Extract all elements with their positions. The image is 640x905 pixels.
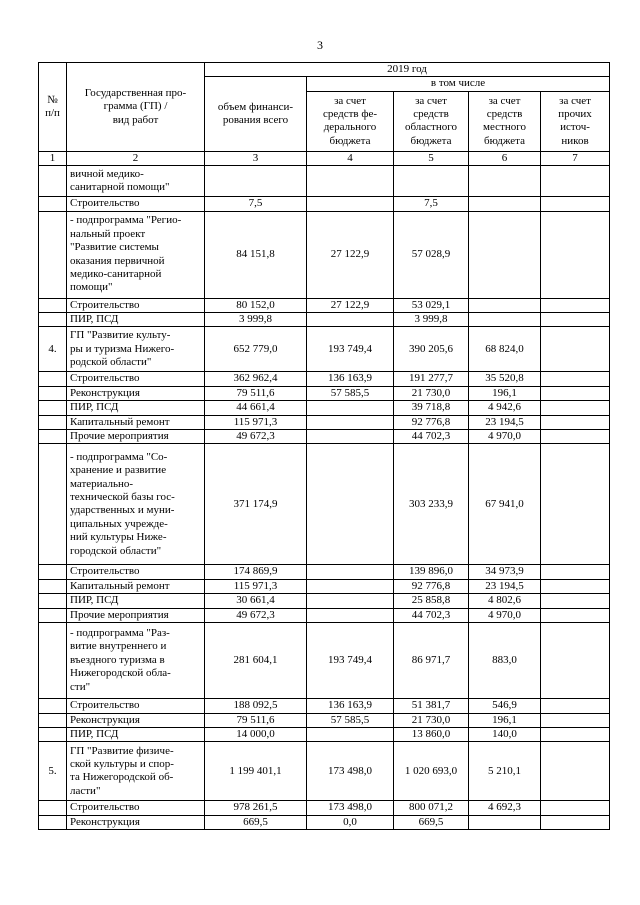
table-row <box>39 372 610 386</box>
header-local: за счет средств местного бюджета <box>469 91 541 151</box>
row-other <box>541 815 610 829</box>
row-total: 669,5 <box>205 815 307 829</box>
row-total: 978 261,5 <box>205 801 307 815</box>
row-name: Прочие мероприятия <box>67 608 205 622</box>
row-other <box>541 197 610 211</box>
row-name: вичной медико- санитарной помощи" <box>67 166 205 197</box>
header-index: 4 <box>307 151 394 165</box>
row-other <box>541 608 610 622</box>
row-regional: 13 860,0 <box>394 727 469 741</box>
row-total: 281 604,1 <box>205 623 307 699</box>
header-index: 3 <box>205 151 307 165</box>
row-local <box>469 211 541 298</box>
row-other <box>541 623 610 699</box>
row-total <box>205 166 307 197</box>
header-num: № п/п <box>39 63 67 152</box>
row-name: Строительство <box>67 801 205 815</box>
row-regional: 86 971,7 <box>394 623 469 699</box>
header-index: 2 <box>67 151 205 165</box>
row-other <box>541 166 610 197</box>
row-local: 4 970,0 <box>469 608 541 622</box>
row-other <box>541 699 610 713</box>
row-number <box>39 623 67 699</box>
header-index: 5 <box>394 151 469 165</box>
row-number <box>39 386 67 400</box>
header-total: объем финанси- рования всего <box>205 77 307 151</box>
row-local: 4 942,6 <box>469 401 541 415</box>
header-index: 1 <box>39 151 67 165</box>
row-name: Строительство <box>67 565 205 579</box>
row-name: ГП "Развитие культу- ры и туризма Нижего- родской области" <box>67 327 205 372</box>
row-name: Строительство <box>67 699 205 713</box>
row-local: 4 802,6 <box>469 594 541 608</box>
row-federal <box>307 415 394 429</box>
row-total: 79 511,6 <box>205 386 307 400</box>
row-name: Прочие мероприятия <box>67 430 205 444</box>
row-federal: 173 498,0 <box>307 742 394 801</box>
header-program: Государственная про- грамма (ГП) / вид работ <box>67 63 205 152</box>
row-name: ПИР, ПСД <box>67 313 205 327</box>
table-row <box>39 699 610 713</box>
row-regional: 44 702,3 <box>394 608 469 622</box>
row-regional: 1 020 693,0 <box>394 742 469 801</box>
row-local: 5 210,1 <box>469 742 541 801</box>
header-other: за счет прочих источ- ников <box>541 91 610 151</box>
row-name: Реконструкция <box>67 815 205 829</box>
table-row <box>39 444 610 565</box>
row-name: ПИР, ПСД <box>67 727 205 741</box>
row-name: ПИР, ПСД <box>67 594 205 608</box>
row-federal: 136 163,9 <box>307 699 394 713</box>
table-row <box>39 327 610 372</box>
row-local: 4 692,3 <box>469 801 541 815</box>
table-row <box>39 401 610 415</box>
row-number <box>39 801 67 815</box>
row-name: - подпрограмма "Регио- нальный проект "Развитие системы оказания первичной медико-санитарной помощи" <box>67 211 205 298</box>
row-regional: 53 029,1 <box>394 298 469 312</box>
row-local: 546,9 <box>469 699 541 713</box>
row-number <box>39 444 67 565</box>
row-federal: 27 122,9 <box>307 211 394 298</box>
header-federal: за счет средств фе- дерального бюджета <box>307 91 394 151</box>
row-federal <box>307 444 394 565</box>
row-total: 362 962,4 <box>205 372 307 386</box>
row-number <box>39 166 67 197</box>
table-row <box>39 313 610 327</box>
row-other <box>541 327 610 372</box>
row-number <box>39 608 67 622</box>
row-regional: 7,5 <box>394 197 469 211</box>
row-total: 1 199 401,1 <box>205 742 307 801</box>
row-number: 5. <box>39 742 67 801</box>
table-row <box>39 415 610 429</box>
row-other <box>541 430 610 444</box>
row-name: Строительство <box>67 197 205 211</box>
header-year: 2019 год <box>205 63 610 77</box>
row-local <box>469 313 541 327</box>
row-number <box>39 565 67 579</box>
row-local: 140,0 <box>469 727 541 741</box>
row-regional: 25 858,8 <box>394 594 469 608</box>
row-local <box>469 166 541 197</box>
row-federal <box>307 197 394 211</box>
row-total: 652 779,0 <box>205 327 307 372</box>
row-regional: 21 730,0 <box>394 713 469 727</box>
row-federal <box>307 313 394 327</box>
row-local: 23 194,5 <box>469 415 541 429</box>
row-regional: 21 730,0 <box>394 386 469 400</box>
row-name: Строительство <box>67 298 205 312</box>
row-name: Реконструкция <box>67 713 205 727</box>
table-row <box>39 608 610 622</box>
row-other <box>541 444 610 565</box>
row-local: 883,0 <box>469 623 541 699</box>
row-name: Строительство <box>67 372 205 386</box>
row-total: 371 174,9 <box>205 444 307 565</box>
row-name: ПИР, ПСД <box>67 401 205 415</box>
page-number: 3 <box>317 38 323 52</box>
table-row <box>39 594 610 608</box>
table-row <box>39 742 610 801</box>
row-federal <box>307 594 394 608</box>
row-local: 196,1 <box>469 713 541 727</box>
row-regional: 191 277,7 <box>394 372 469 386</box>
row-other <box>541 401 610 415</box>
row-other <box>541 211 610 298</box>
row-regional: 800 071,2 <box>394 801 469 815</box>
row-other <box>541 801 610 815</box>
row-other <box>541 313 610 327</box>
row-local <box>469 298 541 312</box>
row-total: 3 999,8 <box>205 313 307 327</box>
row-total: 49 672,3 <box>205 608 307 622</box>
row-number <box>39 727 67 741</box>
row-regional: 92 776,8 <box>394 415 469 429</box>
row-local: 68 824,0 <box>469 327 541 372</box>
table-row <box>39 166 610 197</box>
row-other <box>541 742 610 801</box>
table-row <box>39 623 610 699</box>
header-regional: за счет средств областного бюджета <box>394 91 469 151</box>
row-number <box>39 815 67 829</box>
row-total: 14 000,0 <box>205 727 307 741</box>
row-name: - подпрограмма "Раз- витие внутреннего и въездного туризма в Нижегородской обла- сти" <box>67 623 205 699</box>
header-incl: в том числе <box>307 77 610 91</box>
table-row <box>39 211 610 298</box>
row-number <box>39 197 67 211</box>
table-row <box>39 386 610 400</box>
row-total: 44 661,4 <box>205 401 307 415</box>
table-row <box>39 197 610 211</box>
row-number <box>39 313 67 327</box>
row-federal: 193 749,4 <box>307 623 394 699</box>
row-total: 79 511,6 <box>205 713 307 727</box>
table-row <box>39 727 610 741</box>
row-number <box>39 372 67 386</box>
row-local: 34 973,9 <box>469 565 541 579</box>
row-federal <box>307 401 394 415</box>
row-number <box>39 401 67 415</box>
row-local: 67 941,0 <box>469 444 541 565</box>
row-total: 30 661,4 <box>205 594 307 608</box>
row-federal <box>307 608 394 622</box>
table-row <box>39 430 610 444</box>
row-federal <box>307 430 394 444</box>
row-federal: 136 163,9 <box>307 372 394 386</box>
row-number <box>39 594 67 608</box>
header-index: 7 <box>541 151 610 165</box>
row-number <box>39 415 67 429</box>
row-federal <box>307 727 394 741</box>
row-federal: 0,0 <box>307 815 394 829</box>
financing-table <box>38 62 610 830</box>
row-local: 4 970,0 <box>469 430 541 444</box>
row-regional: 3 999,8 <box>394 313 469 327</box>
row-federal: 193 749,4 <box>307 327 394 372</box>
row-regional: 139 896,0 <box>394 565 469 579</box>
row-total: 49 672,3 <box>205 430 307 444</box>
row-other <box>541 594 610 608</box>
row-name: ГП "Развитие физиче- ской культуры и спор- та Нижегородской об- ласти" <box>67 742 205 801</box>
table-row <box>39 565 610 579</box>
row-local: 35 520,8 <box>469 372 541 386</box>
row-other <box>541 579 610 593</box>
header-index-row <box>39 151 610 165</box>
row-total: 188 092,5 <box>205 699 307 713</box>
row-regional: 44 702,3 <box>394 430 469 444</box>
row-local: 23 194,5 <box>469 579 541 593</box>
row-local <box>469 197 541 211</box>
row-regional: 669,5 <box>394 815 469 829</box>
row-total: 7,5 <box>205 197 307 211</box>
row-number: 4. <box>39 327 67 372</box>
row-federal: 27 122,9 <box>307 298 394 312</box>
row-total: 174 869,9 <box>205 565 307 579</box>
table-row <box>39 815 610 829</box>
row-regional: 51 381,7 <box>394 699 469 713</box>
row-regional: 57 028,9 <box>394 211 469 298</box>
row-regional: 92 776,8 <box>394 579 469 593</box>
row-regional <box>394 166 469 197</box>
row-name: Реконструкция <box>67 386 205 400</box>
header-index: 6 <box>469 151 541 165</box>
table-row <box>39 801 610 815</box>
row-total: 84 151,8 <box>205 211 307 298</box>
row-number <box>39 699 67 713</box>
row-federal <box>307 565 394 579</box>
row-number <box>39 211 67 298</box>
row-regional: 303 233,9 <box>394 444 469 565</box>
row-federal <box>307 166 394 197</box>
table-row <box>39 298 610 312</box>
row-name: - подпрограмма "Со- хранение и развитие материально- технической базы гос- ударственных и муни- ципальных учрежде- ний культуры Нижe- городской области" <box>67 444 205 565</box>
row-federal: 57 585,5 <box>307 386 394 400</box>
row-total: 115 971,3 <box>205 415 307 429</box>
row-other <box>541 372 610 386</box>
row-name: Капитальный ремонт <box>67 415 205 429</box>
table-row <box>39 579 610 593</box>
row-other <box>541 298 610 312</box>
table-row <box>39 713 610 727</box>
row-regional: 39 718,8 <box>394 401 469 415</box>
row-other <box>541 415 610 429</box>
row-federal: 57 585,5 <box>307 713 394 727</box>
row-local: 196,1 <box>469 386 541 400</box>
row-regional: 390 205,6 <box>394 327 469 372</box>
row-total: 80 152,0 <box>205 298 307 312</box>
row-name: Капитальный ремонт <box>67 579 205 593</box>
row-number <box>39 579 67 593</box>
row-other <box>541 565 610 579</box>
row-number <box>39 713 67 727</box>
row-other <box>541 713 610 727</box>
row-local <box>469 815 541 829</box>
row-number <box>39 430 67 444</box>
row-other <box>541 386 610 400</box>
row-federal <box>307 579 394 593</box>
row-federal: 173 498,0 <box>307 801 394 815</box>
row-total: 115 971,3 <box>205 579 307 593</box>
row-other <box>541 727 610 741</box>
row-number <box>39 298 67 312</box>
